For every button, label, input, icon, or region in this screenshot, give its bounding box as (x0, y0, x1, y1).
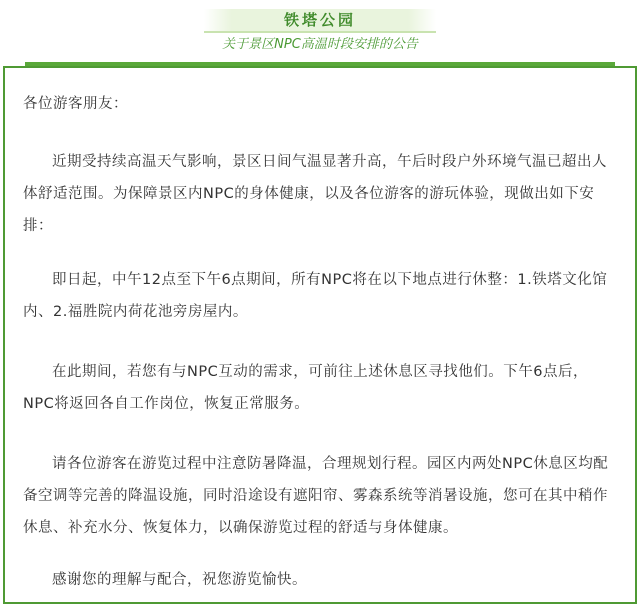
header (0, 0, 640, 62)
paragraph-1: 近期受持续高温天气影响，景区日间气温显著升高，午后时段户外环境气温已超出人体舒适范围。为保障景区内NPC的身体健康，以及各位游客的游玩体验，现做出如下安排： (23, 154, 607, 234)
paragraph-3: 在此期间，若您有与NPC互动的需求，可前往上述休息区寻找他们。下午6点后，NPC将返回各自工作岗位，恢复正常服务。 (23, 364, 588, 412)
title-banner (204, 9, 436, 33)
paragraph-4: 请各位游客在游览过程中注意防暑降温，合理规划行程。园区内两处NPC休息区均配备空调等完善的降温设施，同时沿途设有遮阳帘、雾森系统等消暑设施，您可在其中稍作休息、补充水分、恢复体力，以确保游览过程的舒适与身体健康。 (23, 456, 609, 536)
notice-subtitle: 关于景区NPC高温时段安排的公告 (222, 37, 418, 52)
page-title: 铁塔公园 (283, 11, 356, 29)
closing: 感谢您的理解与配合，祝您游览愉快。 (52, 572, 307, 588)
paragraph-2: 即日起，中午12点至下午6点期间，所有NPC将在以下地点进行休整：1.铁塔文化馆内、2.福胜院内荷花池旁房屋内。 (23, 272, 608, 320)
greeting: 各位游客朋友： (23, 96, 128, 112)
notice-body (3, 66, 637, 604)
